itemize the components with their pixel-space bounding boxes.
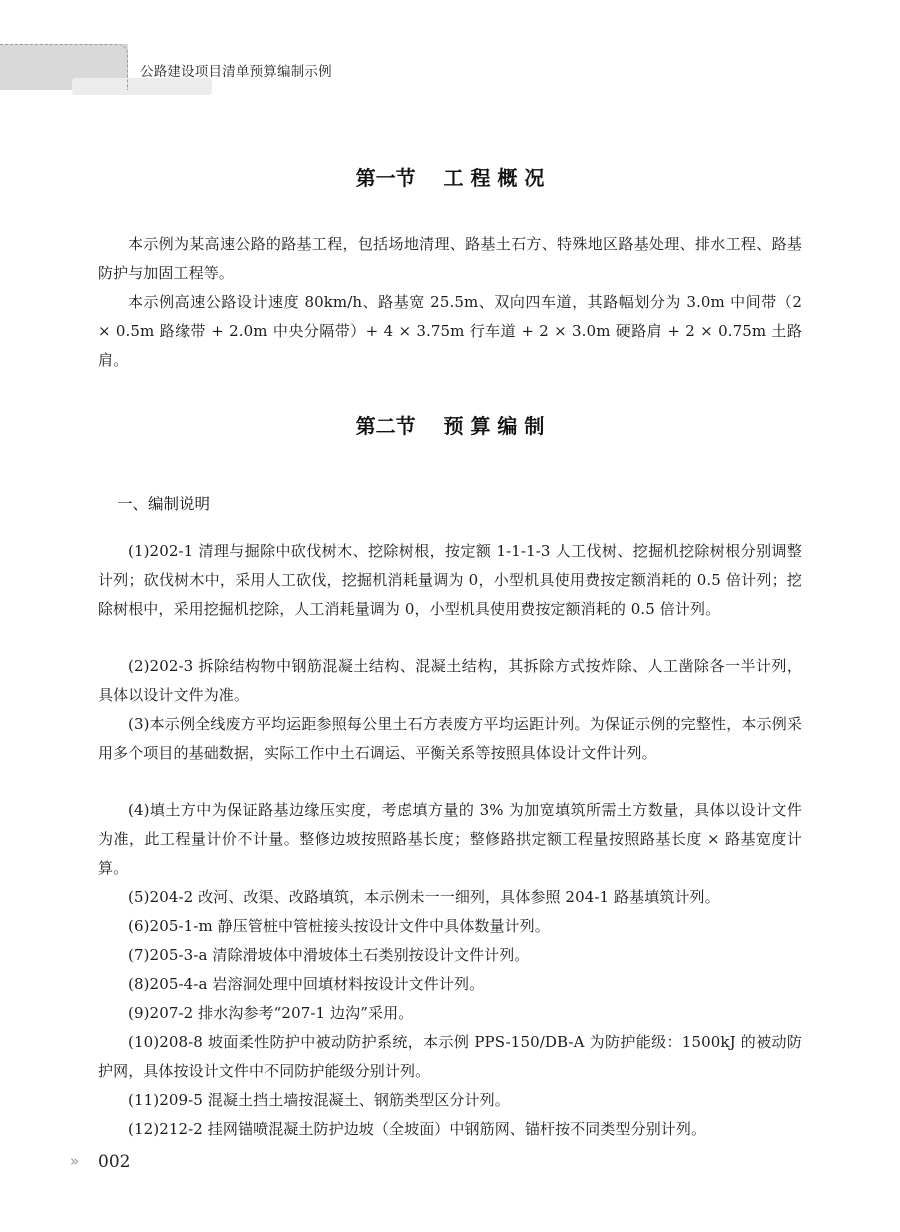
note-item-8: (8)205-4-a 岩溶洞处理中回填材料按设计文件计列。 bbox=[128, 975, 485, 993]
header-tab-frame bbox=[0, 44, 128, 90]
section-1-title: 工 程 概 况 bbox=[443, 166, 545, 190]
note-item-1: (1)202-1 清理与掘除中砍伐树木、挖除树根，按定额 1-1-1-3 人工伐树、挖掘机挖除树根分别调整计列；砍伐树木中，采用人工砍伐，挖掘机消耗量调为 0，小型机具使用费按定额消耗的 0.5 倍计列；挖除树根中，采用挖掘机挖除，人工消耗量调为 0，小型机具使用费按定额消耗的 0.5 倍计列。 bbox=[98, 542, 802, 618]
note-item-3: (3)本示例全线废方平均运距参照每公里土石方表废方平均运距计列。为保证示例的完整性，本示例采用多个项目的基础数据，实际工作中土石调运、平衡关系等按照具体设计文件计列。 bbox=[98, 715, 802, 762]
note-item-4: (4)填土方中为保证路基边缘压实度，考虑填方量的 3% 为加宽填筑所需土方数量，具体以设计文件为准，此工程量计价不计量。整修边坡按照路基长度；整修路拱定额工程量按照路基长度 × 路基宽度计算。 bbox=[98, 801, 802, 877]
note-item-5: (5)204-2 改河、改渠、改路填筑，本示例未一一细列，具体参照 204-1 路基填筑计列。 bbox=[128, 888, 720, 906]
subheading-notes: 一、编制说明 bbox=[117, 495, 211, 513]
note-item-11: (11)209-5 混凝土挡土墙按混凝土、钢筋类型区分计列。 bbox=[128, 1091, 510, 1109]
note-item-10: (10)208-8 坡面柔性防护中被动防护系统，本示例 PPS-150/DB-A 为防护能级：1500kJ 的被动防护网，具体按设计文件中不同防护能级分别计列。 bbox=[98, 1033, 802, 1080]
section-2-number: 第二节 bbox=[355, 414, 416, 438]
double-chevron-icon: » bbox=[70, 1152, 77, 1170]
section-1-paragraph-1: 本示例为某高速公路的路基工程，包括场地清理、路基土石方、特殊地区路基处理、排水工程、路基防护与加固工程等。 bbox=[98, 235, 802, 282]
section-2-title: 预 算 编 制 bbox=[443, 414, 545, 438]
note-item-9: (9)207-2 排水沟参考“207-1 边沟”采用。 bbox=[128, 1004, 414, 1022]
section-2-heading bbox=[0, 410, 900, 439]
note-item-12: (12)212-2 挂网锚喷混凝土防护边坡（全坡面）中钢筋网、锚杆按不同类型分别计列。 bbox=[128, 1120, 707, 1138]
running-header-title: 公路建设项目清单预算编制示例 bbox=[140, 64, 332, 80]
note-item-7: (7)205-3-a 清除滑坡体中滑坡体土石类别按设计文件计列。 bbox=[128, 946, 530, 964]
section-1-number: 第一节 bbox=[355, 166, 416, 190]
section-1-paragraph-2: 本示例高速公路设计速度 80km/h、路基宽 25.5m、双向四车道，其路幅划分为 3.0m 中间带（2 × 0.5m 路缘带 + 2.0m 中央分隔带）+ 4 × 3.75m 行车道 + 2 × 3.0m 硬路肩 + 2 × 0.75m 土路肩。 bbox=[98, 293, 802, 369]
section-1-heading bbox=[0, 162, 900, 191]
note-item-6: (6)205-1-m 静压管桩中管桩接头按设计文件中具体数量计列。 bbox=[128, 917, 550, 935]
note-item-2: (2)202-3 拆除结构物中钢筋混凝土结构、混凝土结构，其拆除方式按炸除、人工凿除各一半计列，具体以设计文件为准。 bbox=[98, 657, 802, 704]
page-number: 002 bbox=[98, 1152, 131, 1172]
